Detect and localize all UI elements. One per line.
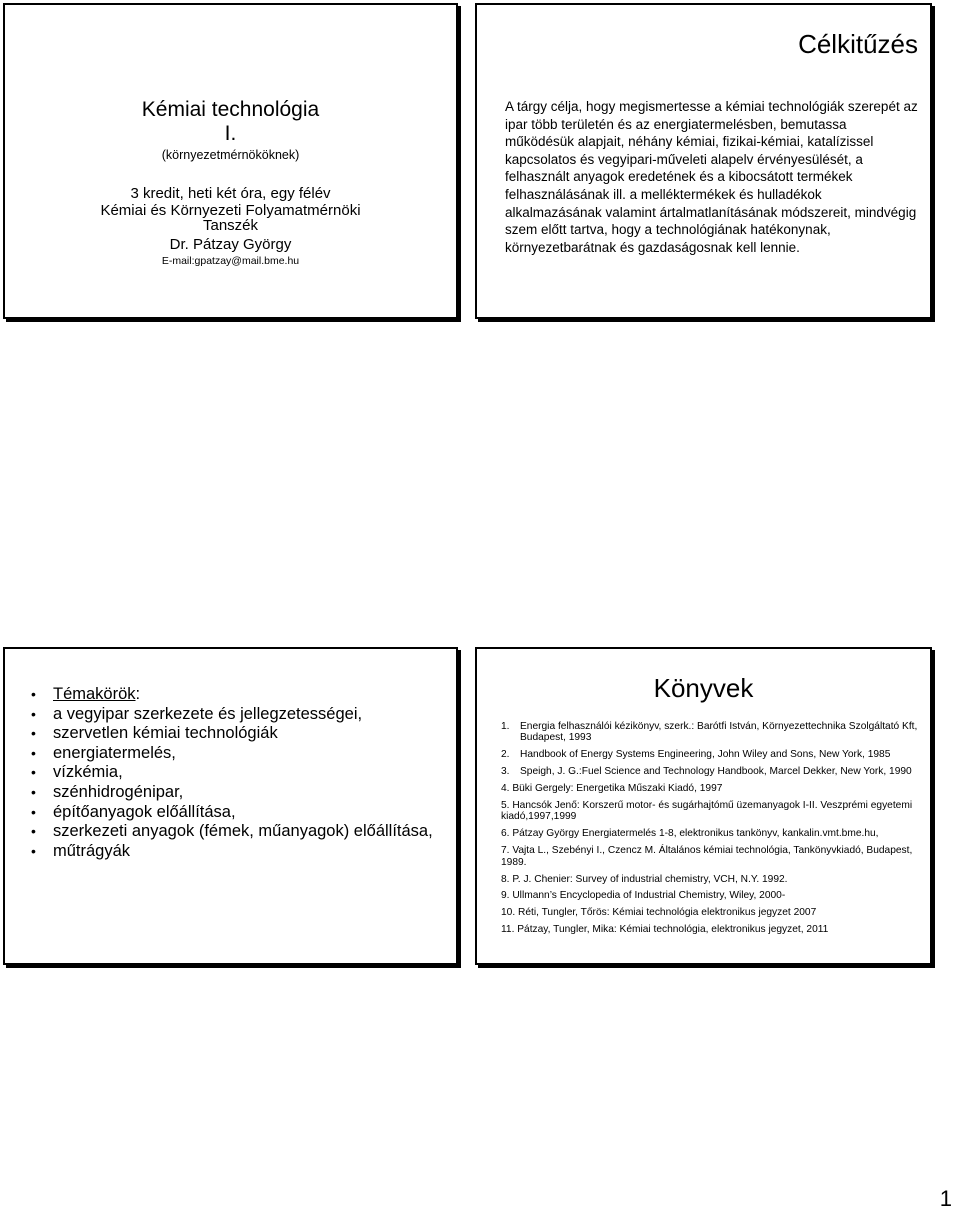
page-number: 1 [939,1186,952,1211]
list-item [501,890,918,901]
topics-heading-colon: : [135,685,141,703]
list-item: • energiatermelés, [31,744,433,764]
book-text: 4. Büki Gergely: Energetika Műszaki Kiadó, 1997 [501,783,723,795]
list-item: • építőanyagok előállítása, [31,803,433,823]
book-text: 6. Pátzay György Energiatermelés 1-8, elektronikus tankönyv, kankalin.vmt.bme.hu, [501,828,879,840]
lecturer-email: E-mail:gpatzay@mail.bme.hu [161,255,300,267]
goals-body: A tárgy célja, hogy megismertesse a kémiai technológiák szerepét az ipar több területén és az energiatermelésben, bemutassa működésük alapjait, néhány kémiai, fizikai-kémiai, katalízissel kapcsolatos és vegyipari-műveleti alapelv érvényesülését, a felhasznált anyagok eredetének és a kibocsátott termékek felhasználásának ill. a melléktermékek és hulladékok alkalmazásának valamint ártalmatlanításának módszereit, mindvégig szem előtt tartva, hogy a technológiának hatékonynak, környezetbarátnak és gazdaságosnak kell lennie. [505,99,918,255]
list-item: • szénhidrogénipar, [31,783,433,803]
list-item [501,845,918,868]
book-number: 3. [501,766,510,778]
book-text: 9. Ullmann’s Encyclopedia of Industrial Chemistry, Wiley, 2000- [501,890,786,902]
slide-goals [475,3,932,319]
book-text: Handbook of Energy Systems Engineering, John Wiley and Sons, New York, 1985 [520,749,891,761]
book-text: 10. Réti, Tungler, Tőrös: Kémiai technológia elektronikus jegyzet 2007 [501,907,817,919]
list-item [501,766,918,777]
book-text: 11. Pátzay, Tungler, Mika: Kémiai technológia, elektronikus jegyzet, 2011 [501,924,829,936]
book-number: 2. [501,749,510,761]
books-list [501,721,918,941]
topics-list [31,685,433,861]
book-text: 5. Hancsók Jenő: Korszerű motor- és sugárhajtómű üzemanyagok I-II. Veszprémi egyetemi kiadó,1997,1999 [501,800,913,823]
slide-books [475,647,932,965]
course-title: Kémiai technológia [141,98,320,121]
book-text: Speigh, J. G.:Fuel Science and Technology Handbook, Marcel Dekker, New York, 1990 [520,766,912,778]
book-text: 8. P. J. Chenier: Survey of industrial chemistry, VCH, N.Y. 1992. [501,873,788,885]
list-item [501,800,918,823]
list-item: • a vegyipar szerkezete és jellegzetességei, [31,705,433,725]
book-number: 1. [501,721,510,732]
goals-title: Célkitűzés [798,29,918,59]
list-item [501,924,918,935]
book-text: Energia felhasználói kézikönyv, szerk.: Barótfi István, Környezettechnika Szolgáltató Kft, Budapest, 1993 [520,721,918,744]
topics-heading: Témakörök [53,685,136,703]
credits-text: 3 kredit, heti két óra, egy félév [130,185,331,202]
topics-heading-item [31,685,433,705]
course-title-numeral: I. [224,122,237,145]
list-item [501,828,918,839]
list-item [501,749,918,760]
list-item [501,907,918,918]
list-item: • szervetlen kémiai technológiák [31,724,433,744]
list-item [501,874,918,885]
list-item: • műtrágyák [31,842,433,862]
slide-title [3,3,458,319]
list-item: • szerkezeti anyagok (fémek, műanyagok) előállítása, [31,822,433,842]
books-title: Könyvek [653,673,754,703]
list-item [501,721,918,744]
book-text: 7. Vajta L., Szebényi I., Czencz M. Általános kémiai technológia, Tankönyvkiadó, Budapest, 1989. [501,845,913,868]
lecturer-name: Dr. Pátzay György [169,236,292,253]
list-item: • vízkémia, [31,763,433,783]
department-line2: Tanszék [202,217,259,234]
slide-topics [3,647,458,965]
department-line1: Kémiai és Környezeti Folyamatmérnöki [100,202,361,219]
list-item [501,783,918,794]
audience-text: (környezetmérnököknek) [161,148,300,162]
